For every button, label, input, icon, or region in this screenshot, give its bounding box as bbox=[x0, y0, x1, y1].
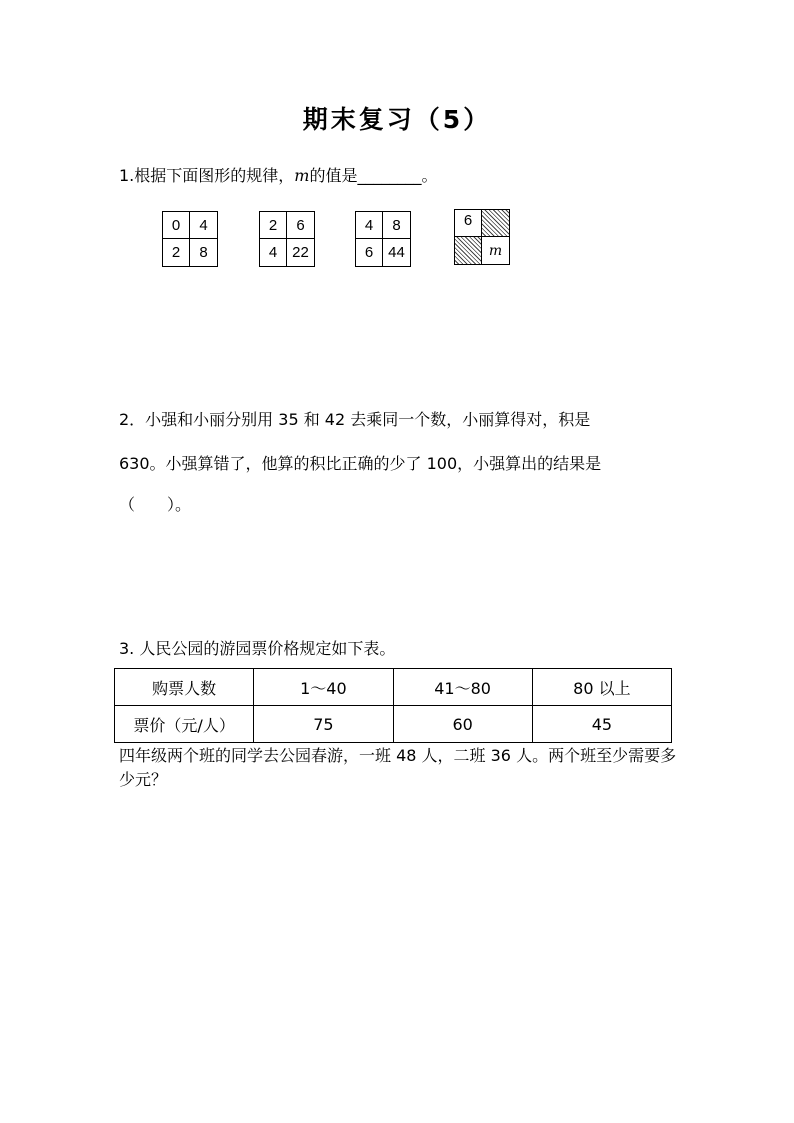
question-1-prefix: 1.根据下面图形的规律， bbox=[119, 166, 295, 185]
question-2-answer-blank: （ ）。 bbox=[119, 495, 192, 514]
grid-cell: 0 bbox=[163, 212, 190, 239]
table-cell: 75 bbox=[254, 706, 393, 743]
grid-cell: 6 bbox=[356, 239, 383, 266]
grid-cell: 6 bbox=[287, 212, 314, 239]
grid-cell: 2 bbox=[163, 239, 190, 266]
question-3-intro: 3. 人民公园的游园票价格规定如下表。 bbox=[119, 639, 396, 658]
pattern-grid-3 bbox=[355, 211, 411, 267]
hatched-cell bbox=[455, 237, 482, 264]
page-title: 期末复习（5） bbox=[302, 105, 492, 134]
question-1-text bbox=[119, 163, 437, 186]
table-cell: 45 bbox=[532, 706, 671, 743]
grid-cell: 2 bbox=[260, 212, 287, 239]
ticket-price-table bbox=[114, 668, 672, 743]
table-row bbox=[115, 706, 672, 743]
grid-cell: 4 bbox=[356, 212, 383, 239]
table-header-cell: 41～80 bbox=[393, 669, 532, 706]
question-1-suffix: 的值是________。 bbox=[309, 166, 438, 185]
question-2-line-1: 2．小强和小丽分别用 35 和 42 去乘同一个数，小丽算得对，积是 bbox=[119, 410, 591, 429]
grid-cell: 44 bbox=[388, 244, 405, 261]
grid-cell: 4 bbox=[190, 212, 217, 239]
table-header-row bbox=[115, 669, 672, 706]
pattern-grid-1 bbox=[162, 211, 218, 267]
table-header-cell: 80 以上 bbox=[532, 669, 671, 706]
table-header-cell: 购票人数 bbox=[115, 669, 254, 706]
grid-cell: 4 bbox=[260, 239, 287, 266]
grid-cell: 8 bbox=[199, 244, 208, 261]
variable-m-mark: m bbox=[488, 242, 503, 259]
pattern-grid-2 bbox=[259, 211, 315, 267]
grid-cell: 22 bbox=[292, 244, 309, 261]
pattern-grid-4 bbox=[454, 209, 510, 265]
hatched-cell bbox=[482, 210, 509, 237]
grid-cell: 6 bbox=[455, 210, 482, 237]
grid-cell: 8 bbox=[383, 212, 410, 239]
table-cell: 票价（元/人） bbox=[115, 706, 254, 743]
question-3-body: 四年级两个班的同学去公园春游，一班 48 人，二班 36 人。两个班至少需要多少元？ bbox=[119, 746, 677, 789]
grid-cell-unknown bbox=[482, 237, 509, 264]
question-2-line-2: 630。小强算错了，他算的积比正确的少了 100，小强算出的结果是 bbox=[119, 454, 602, 473]
variable-m: m bbox=[294, 166, 310, 185]
table-header-cell: 1～40 bbox=[254, 669, 393, 706]
table-cell: 60 bbox=[393, 706, 532, 743]
